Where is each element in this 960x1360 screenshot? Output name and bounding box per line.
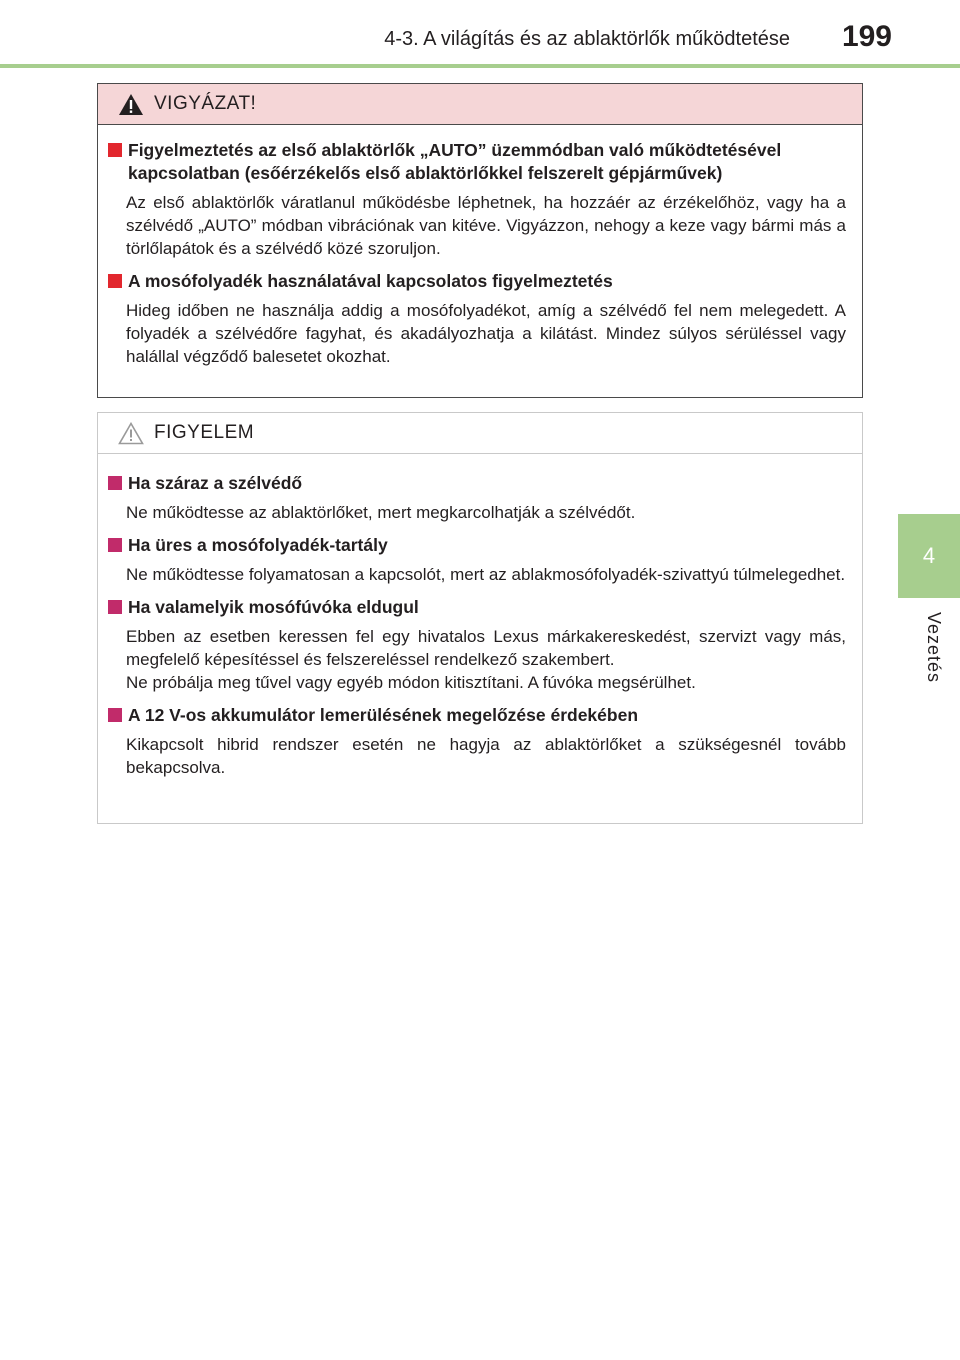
notice-box-header xyxy=(98,413,862,454)
notice-item-text: Ne működtesse folyamatosan a kapcsolót, mert az ablakmosófolyadék-szivattyú túlmelegedhet. xyxy=(126,565,846,584)
notice-item-title: Ha valamelyik mosófúvóka eldugul xyxy=(108,596,852,619)
notice-box-body xyxy=(98,454,862,799)
warning-box xyxy=(97,83,863,398)
chapter-label: Vezetés xyxy=(924,612,944,684)
warning-triangle-icon xyxy=(118,93,144,116)
square-bullet-icon xyxy=(108,600,122,614)
warning-item-title: Figyelmeztetés az első ablaktörlők „AUTO” üzemmódban való működtetésével kapcsolatban (esőérzékelős első ablaktörlőkkel felszerelt gépjárművek) xyxy=(108,139,852,185)
warning-box-header xyxy=(98,84,862,125)
warning-item-title: A mosófolyadék használatával kapcsolatos figyelmeztetés xyxy=(108,270,852,293)
warning-box-body xyxy=(98,125,862,388)
warning-item-text: Az első ablaktörlők váratlanul működésbe léphetnek, ha hozzáér az érzékelőhöz, vagy ha a szélvédő „AUTO” módban vibrációnak van kitéve. Vigyázzon, nehogy a keze vagy bármi más a törlőlapátok és a szélvédő közé szoruljon. xyxy=(126,193,846,258)
notice-item-title: Ha száraz a szélvédő xyxy=(108,472,852,495)
header-divider xyxy=(0,64,960,68)
notice-item-text: Kikapcsolt hibrid rendszer esetén ne hagyja az ablaktörlőket a szükségesnél tovább bekapcsolva. xyxy=(126,735,846,777)
square-bullet-icon xyxy=(108,143,122,157)
warning-item-text: Hideg időben ne használja addig a mosófolyadékot, amíg a szélvédő fel nem melegedett. A folyadék a szélvédőre fagyhat, és akadályozhatja a kilátást. Mindez súlyos sérüléssel vagy halállal végződő balesetet okozhat. xyxy=(126,301,846,366)
section-title: 4-3. A világítás és az ablaktörlők működtetése xyxy=(384,28,790,50)
notice-item-text: Ebben az esetben keressen fel egy hivatalos Lexus márkakereskedést, szervizt vagy más, megfelelő képesítéssel és felszereléssel rendelkező szakembert. Ne próbálja meg tűvel vagy egyéb módon kitisztítani. A fúvóka megsérülhet. xyxy=(126,627,846,692)
notice-item-title: A 12 V-os akkumulátor lemerülésének megelőzése érdekében xyxy=(108,704,852,727)
square-bullet-icon xyxy=(108,538,122,552)
square-bullet-icon xyxy=(108,708,122,722)
notice-box xyxy=(97,412,863,824)
square-bullet-icon xyxy=(108,274,122,288)
notice-item-title: Ha üres a mosófolyadék-tartály xyxy=(108,534,852,557)
caution-triangle-icon xyxy=(118,422,144,445)
chapter-tab xyxy=(898,514,960,598)
page-number: 199 xyxy=(841,20,892,53)
square-bullet-icon xyxy=(108,476,122,490)
warning-heading: VIGYÁZAT! xyxy=(154,93,257,114)
notice-item-text: Ne működtesse az ablaktörlőket, mert megkarcolhatják a szélvédőt. xyxy=(126,503,636,522)
chapter-number: 4 xyxy=(922,543,936,568)
notice-heading: FIGYELEM xyxy=(154,422,255,443)
